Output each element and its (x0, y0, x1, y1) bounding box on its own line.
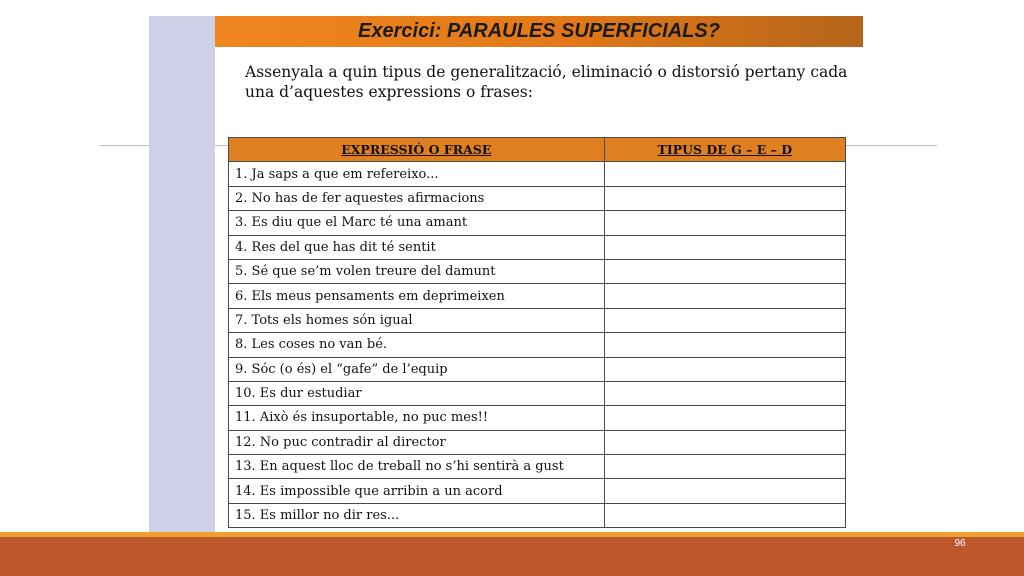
expression-cell: 2. No has de fer aquestes afirmacions (229, 186, 605, 210)
table-row (229, 284, 846, 308)
table-row (229, 333, 846, 357)
type-cell[interactable] (604, 308, 845, 332)
expression-cell: 12. No puc contradir al director (229, 430, 605, 454)
type-cell[interactable] (604, 333, 845, 357)
expression-cell: 6. Els meus pensaments em deprimeixen (229, 284, 605, 308)
expression-cell: 15. Es millor no dir res... (229, 503, 605, 527)
table-row (229, 308, 846, 332)
table-row (229, 235, 846, 259)
expression-cell: 7. Tots els homes són igual (229, 308, 605, 332)
page-number: 96 (954, 538, 966, 549)
expression-cell: 10. Es dur estudiar (229, 381, 605, 405)
title-bar (215, 16, 863, 47)
type-cell[interactable] (604, 479, 845, 503)
side-accent-bar (149, 16, 215, 560)
expression-cell: 3. Es diu que el Marc té una amant (229, 211, 605, 235)
table-header-row (229, 138, 846, 162)
divider-line-right (845, 145, 937, 146)
type-cell[interactable] (604, 381, 845, 405)
expression-cell: 5. Sé que se’m volen treure del damunt (229, 259, 605, 283)
type-cell[interactable] (604, 455, 845, 479)
table-row (229, 357, 846, 381)
type-cell[interactable] (604, 235, 845, 259)
type-cell[interactable] (604, 430, 845, 454)
table-row (229, 406, 846, 430)
expression-cell: 11. Això és insuportable, no puc mes!! (229, 406, 605, 430)
header-type: TIPUS DE G – E – D (604, 138, 845, 162)
table-row (229, 162, 846, 186)
table-row (229, 503, 846, 527)
expression-cell: 1. Ja saps a que em refereixo... (229, 162, 605, 186)
type-cell[interactable] (604, 284, 845, 308)
expression-cell: 8. Les coses no van bé. (229, 333, 605, 357)
table-row (229, 186, 846, 210)
type-cell[interactable] (604, 503, 845, 527)
type-cell[interactable] (604, 259, 845, 283)
type-cell[interactable] (604, 211, 845, 235)
table-row (229, 381, 846, 405)
table-row (229, 430, 846, 454)
table-row (229, 455, 846, 479)
expression-cell: 13. En aquest lloc de treball no s’hi sentirà a gust (229, 455, 605, 479)
table-row (229, 259, 846, 283)
instructions-text: Assenyala a quin tipus de generalització, eliminació o distorsió pertany cada una d’aquestes expressions o frases: (245, 63, 848, 101)
footer-band (0, 537, 1024, 576)
slide-title: Exercici: PARAULES SUPERFICIALS? (358, 20, 720, 42)
exercise-table (228, 137, 846, 528)
type-cell[interactable] (604, 357, 845, 381)
table-row (229, 479, 846, 503)
type-cell[interactable] (604, 186, 845, 210)
expression-cell: 14. Es impossible que arribin a un acord (229, 479, 605, 503)
table-row (229, 211, 846, 235)
expression-cell: 9. Sóc (o és) el “gafe” de l’equip (229, 357, 605, 381)
expression-cell: 4. Res del que has dit té sentit (229, 235, 605, 259)
header-expression: EXPRESSIÓ O FRASE (229, 138, 605, 162)
type-cell[interactable] (604, 162, 845, 186)
type-cell[interactable] (604, 406, 845, 430)
